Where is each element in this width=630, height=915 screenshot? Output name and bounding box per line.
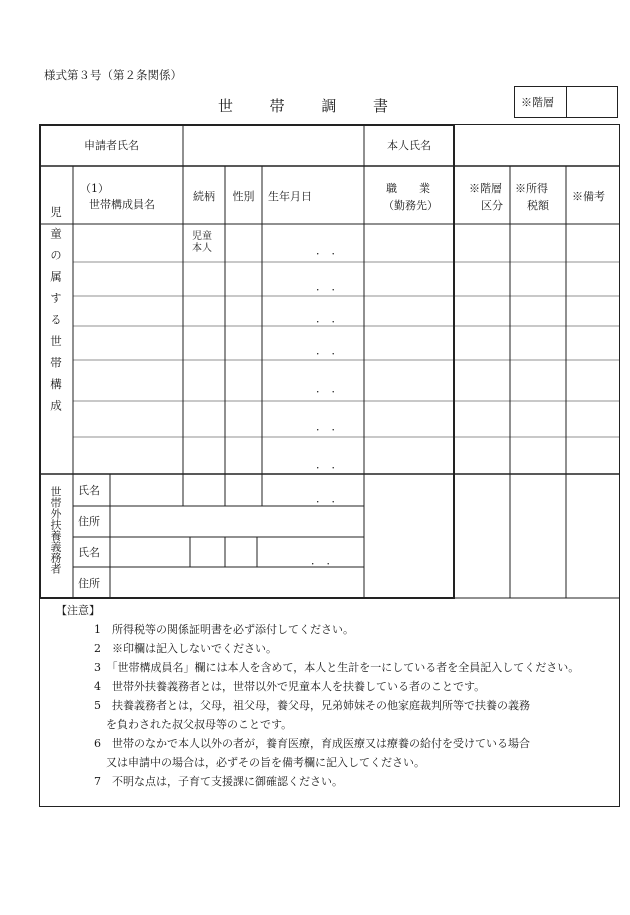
self-name-field[interactable]: [455, 126, 619, 166]
child-relation-line: 本人: [192, 242, 212, 254]
note-item: 7 不明な点は，子育て支援課に御確認ください。: [94, 775, 343, 788]
birthdate-dots: ．．: [316, 312, 353, 325]
member-name-header: 世帯構成員名: [89, 198, 155, 211]
child-relation-line: 児童: [192, 231, 212, 242]
note-item: 5 扶養義務者とは，父母，祖父母，養父母，兄弟姉妹その他家庭裁判所等で扶養の義務: [94, 699, 530, 712]
dependent-address-label: 住所: [78, 577, 100, 590]
birthdate-dots: ．．: [316, 492, 353, 505]
title-char: 帯: [269, 97, 285, 115]
birthdate-header: 生年月日: [268, 190, 312, 203]
birthdate-dots: ．．: [316, 382, 353, 395]
note-item: 6 世帯のなかで本人以外の者が，養育医療，育成医療又は療養の給付を受けている場合: [94, 737, 530, 750]
dependent-address-label: 住所: [78, 515, 100, 528]
title-char: 書: [372, 97, 388, 115]
self-name-label: 本人氏名: [387, 139, 431, 152]
remarks-header: ※備考: [572, 190, 605, 203]
form-code: 様式第３号（第２条関係）: [44, 68, 182, 82]
dependent-name-label: 氏名: [78, 484, 100, 497]
title-char: 世: [218, 97, 234, 115]
note-item-continued: を負わされた叔父叔母等のことです。: [106, 718, 293, 731]
birthdate-dots: ．．: [316, 344, 353, 357]
dependents-section-label: 世帯外扶養義務者: [49, 486, 62, 574]
dependent-2-address-field[interactable]: [111, 568, 364, 598]
tax-header: ※所得: [515, 182, 548, 195]
birthdate-dots: ．．: [316, 244, 353, 257]
notes-heading: 【注意】: [56, 604, 100, 617]
birthdate-dots: ．．: [316, 420, 353, 433]
relation-header: 続柄: [193, 190, 215, 203]
note-item: 2 ※印欄は記入しないでください。: [94, 642, 277, 655]
birthdate-dots: ．．: [316, 280, 353, 293]
title-char: 調: [321, 97, 337, 115]
note-item-continued: 又は申請中の場合は，必ずその旨を備考欄に記入してください。: [106, 756, 425, 769]
birthdate-dots: ．．: [311, 554, 348, 567]
tier-header: ※階層: [469, 182, 502, 195]
note-item: 3 「世帯構成員名」欄には本人を含めて，本人と生計を一にしている者を全員記入してください。: [94, 661, 580, 674]
note-item: 1 所得税等の関係証明書を必ず添付してください。: [94, 623, 354, 636]
dependent-1-address-field[interactable]: [111, 507, 364, 537]
occupation-header: 職 業: [386, 182, 430, 195]
tier-stamp-label: ※階層: [521, 96, 554, 109]
applicant-name-label: 申請者氏名: [84, 139, 139, 152]
workplace-header: （勤務先）: [383, 199, 438, 212]
child-relation-label: [192, 231, 212, 254]
household-section-label: 児童の属する世帯構成: [49, 206, 63, 421]
notes-section: [50, 601, 620, 791]
dependent-2-name-field[interactable]: [111, 538, 190, 567]
applicant-name-field[interactable]: [184, 126, 364, 166]
dependent-name-label: 氏名: [78, 546, 100, 559]
sex-header: 性別: [232, 190, 255, 203]
tier-header-sub: 区分: [481, 199, 503, 212]
dependent-1-name-field[interactable]: [111, 475, 183, 506]
member-no-label: （1）: [80, 182, 109, 195]
tax-header-sub: 税額: [527, 199, 549, 212]
note-item: 4 世帯外扶養義務者とは，世帯以外で児童本人を扶養している者のことです。: [94, 680, 486, 693]
birthdate-dots: ．．: [316, 458, 353, 471]
